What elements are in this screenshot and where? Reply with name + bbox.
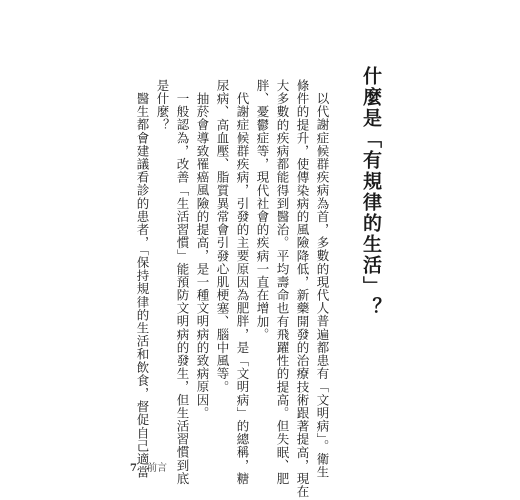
body-line: 醫生都會建議看診的患者，「保持規律的生活和飲食，督促自己適當 (135, 92, 150, 479)
page-footer (130, 459, 167, 474)
body-line: 條件的提升，使傳染病的風險降低，新藥開發的治療技術跟著提高，現在 (295, 79, 310, 499)
body-line: 尿病、高血壓、脂質異常會引發心肌梗塞、腦中風等。 (215, 79, 230, 394)
body-line: 胖、憂鬱症等，現代社會的疾病一直在增加。 (255, 79, 270, 341)
section-label: 前言 (146, 463, 167, 474)
body-line: 代謝症候群疾病，引發的主要原因為肥胖，是「文明病」的總稱，糖 (235, 92, 250, 485)
body-line: 大多數的疾病都能得到醫治。平均壽命也有飛躍性的提高。但失眠、肥 (275, 79, 290, 486)
body-line: 以代謝症候群疾病為首，多數的現代人普遍都患有「文明病」。衛生 (315, 92, 330, 479)
body-line: 是什麼？ (155, 79, 170, 132)
page-number: 7 (130, 463, 137, 474)
page-title: 什麼是「有規律的生活」？ (360, 66, 382, 318)
body-line: 一般認為，改善「生活習慣」能預防文明病的發生，但生活習慣到底 (175, 92, 190, 485)
body-line: 抽菸會導致罹癌風險的提高，是一種文明病的致病原因。 (195, 92, 210, 420)
